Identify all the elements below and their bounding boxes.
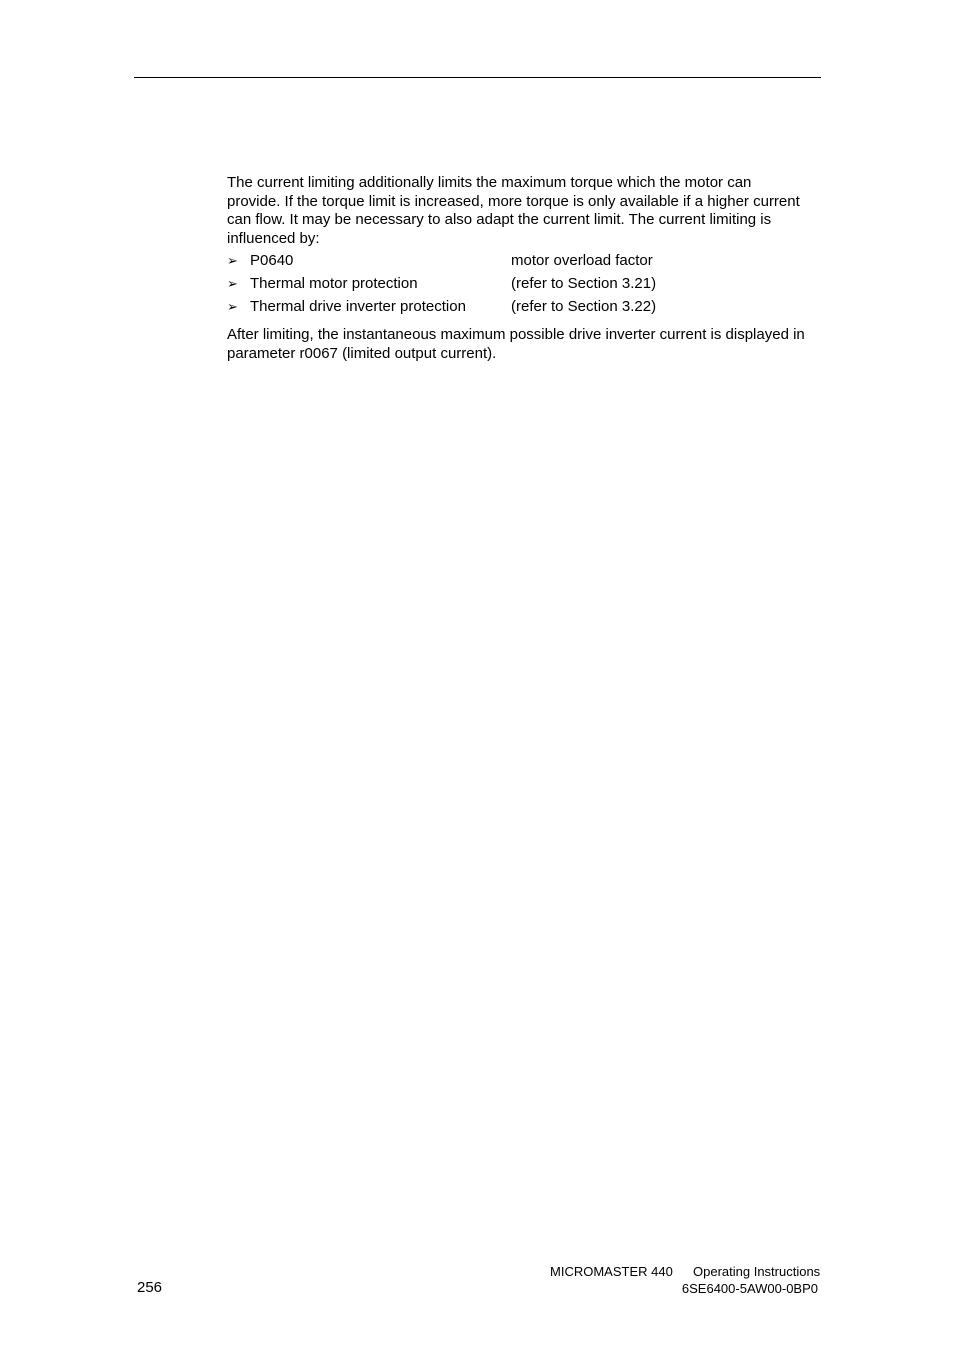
arrow-bullet-icon: ➢ [227,299,238,314]
list-item-description: motor overload factor [511,252,653,269]
arrow-bullet-icon: ➢ [227,253,238,268]
list-item [227,252,807,275]
footer-product-name: MICROMASTER 440 [550,1264,673,1279]
arrow-bullet-icon: ➢ [227,276,238,291]
page-number: 256 [137,1279,163,1296]
footer-order-number: 6SE6400-5AW00-0BP0 [681,1281,818,1296]
influence-list [227,252,807,321]
intro-paragraph: The current limiting additionally limits the maximum torque which the motor can provide. If the torque limit is increased, more torque is only available if a higher current can flow. It may be necessary to also adapt the current limit. The current limiting is influenced by: [227,174,800,247]
footer-document-type: Operating Instructions [693,1264,821,1279]
result-paragraph: After limiting, the instantaneous maximum possible drive inverter current is displayed in parameter r0067 (limited output current). [227,326,805,362]
list-item-name: P0640 [250,252,294,269]
header-rule [134,77,821,78]
list-item [227,275,807,298]
list-item [227,298,807,321]
list-item-description: (refer to Section 3.21) [511,275,657,292]
list-item-name: Thermal motor protection [250,275,418,292]
list-item-name: Thermal drive inverter protection [250,298,466,315]
list-item-description: (refer to Section 3.22) [511,298,657,315]
